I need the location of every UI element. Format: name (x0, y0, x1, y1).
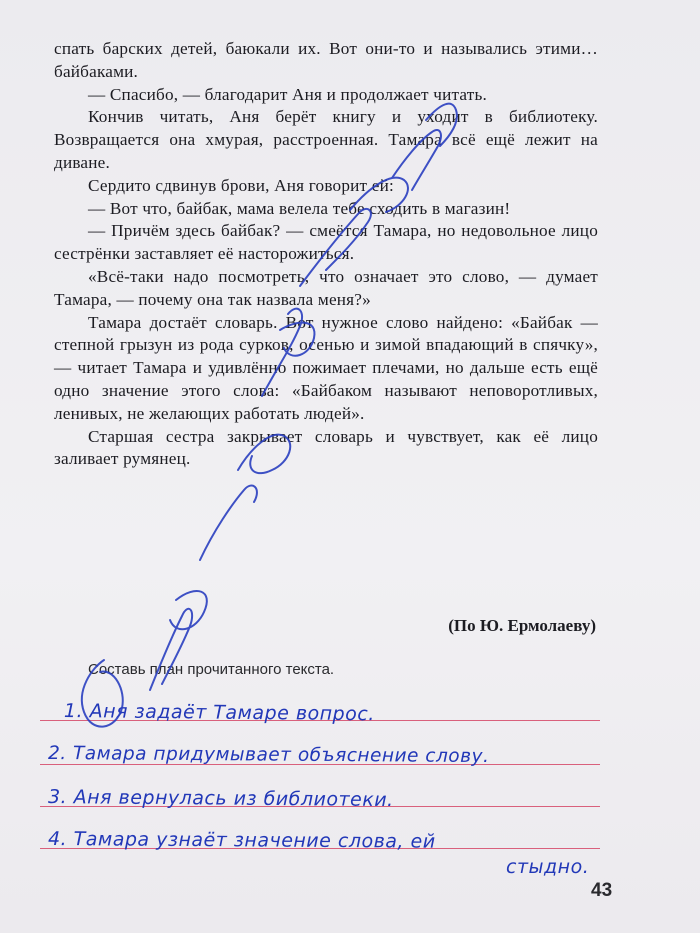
handwritten-answer: стыдно. (506, 856, 590, 878)
story-text (54, 38, 598, 471)
paragraph: спать барских детей, баюкали их. Вот они-то и назывались этими… байбаками. (54, 39, 598, 81)
page-number: 43 (591, 880, 613, 901)
paragraph: — Спасибо, — благодарит Аня и продолжает читать. (88, 84, 488, 104)
paragraph: Старшая сестра закрывает словарь и чувствует, как её лицо заливает румянец. (54, 426, 598, 469)
paragraph: Кончив читать, Аня берёт книгу и уходит в библиотеку. Возвращается она хмурая, расстроенная. Тамара всё ещё лежит на диване. (54, 107, 598, 172)
paragraph: — Причём здесь байбак? — смеётся Тамара, но недовольное лицо сестрёнки заставляет её насторожиться. (54, 221, 598, 264)
paragraph: Сердито сдвинув брови, Аня говорит ей: (88, 175, 394, 195)
task-instruction: Составь план прочитанного текста. (88, 661, 335, 678)
paragraph: — Вот что, байбак, мама велела тебе сходить в магазин! (88, 198, 511, 218)
handwritten-answer: 4. Тамара узнаёт значение слова, ей (47, 828, 436, 853)
paragraph: Тамара достаёт словарь. Вот нужное слово найдено: «Байбак — степной грызун из рода сурков, осенью и зимой впадающий в спячку», — читает Тамара и удивлённо пожимает плечами, но дальше есть ещё одно значение этого слова: «Байбаком называют неповоротливых, ленивых, не желающих работать людей». (54, 312, 598, 423)
handwritten-answer: 2. Тамара придумывает объяснение слову. (47, 743, 490, 768)
handwritten-answer: 3. Аня вернулась из библиотеки. (47, 786, 394, 812)
handwritten-answer: 1. Аня задаёт Тамаре вопрос. (63, 700, 375, 726)
paragraph: «Всё-таки надо посмотреть, что означает это слово, — думает Тамара, — почему она так назвала меня?» (54, 266, 598, 309)
author-credit: (По Ю. Ермолаеву) (448, 616, 596, 635)
